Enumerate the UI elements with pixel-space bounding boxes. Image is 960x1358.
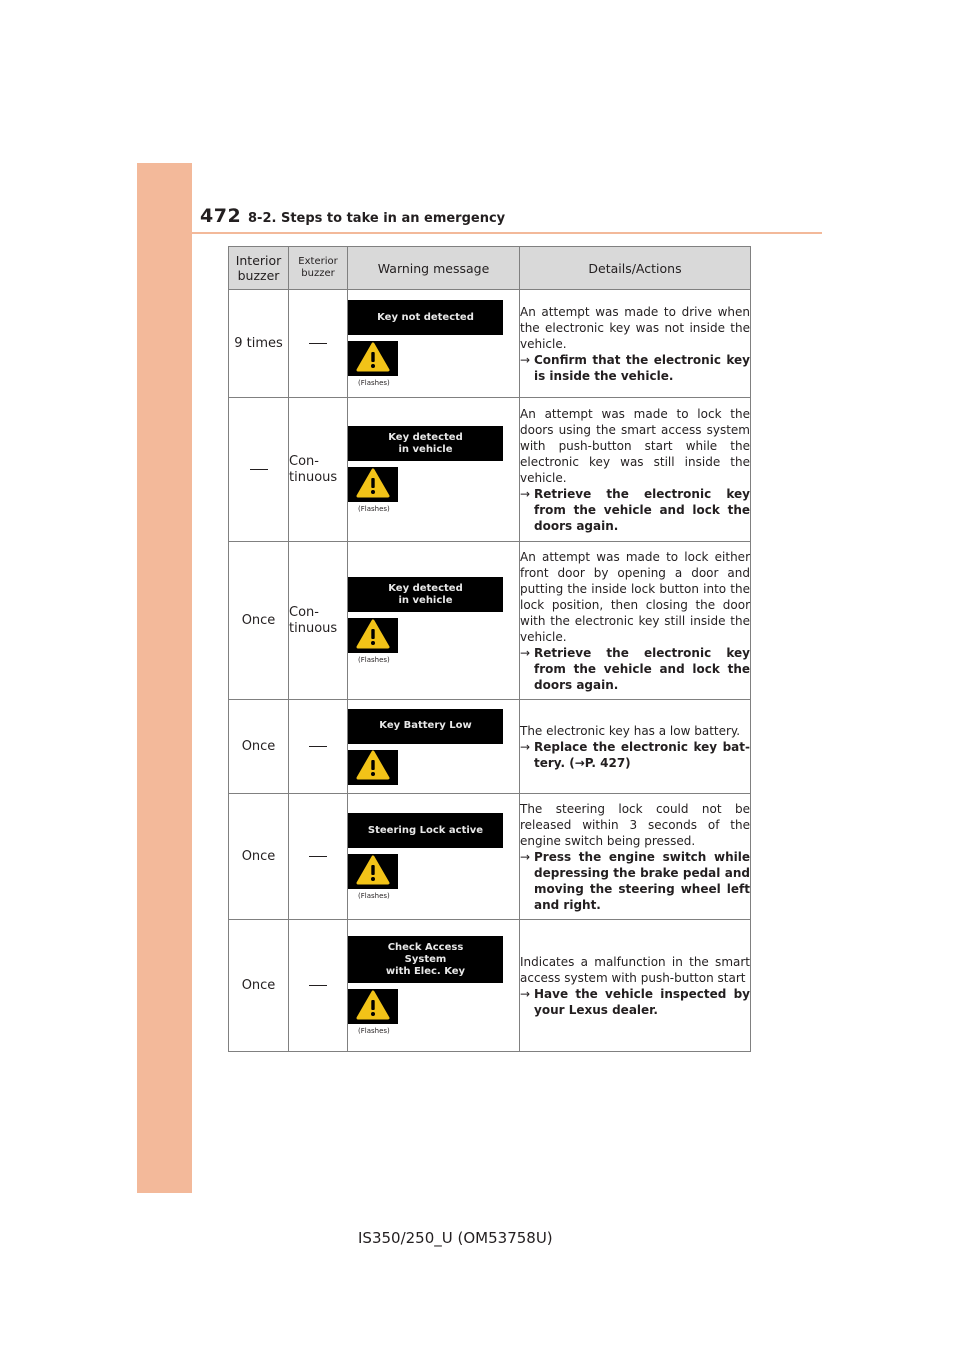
cell-exterior-buzzer: Con- tinuous xyxy=(289,398,348,542)
table-row xyxy=(229,794,751,920)
cell-details-actions xyxy=(520,920,751,1052)
flashes-label: (Flashes) xyxy=(358,505,390,513)
action-line xyxy=(520,849,750,913)
cell-interior-buzzer: Once xyxy=(229,920,289,1052)
display-message: Key detected in vehicle xyxy=(348,426,503,461)
dash-mark xyxy=(250,469,268,470)
cell-details-actions xyxy=(520,794,751,920)
cell-exterior-buzzer xyxy=(289,794,348,920)
warning-triangle-icon xyxy=(356,990,390,1024)
col-warning-message: Warning message xyxy=(348,247,520,290)
warning-table xyxy=(228,246,751,1052)
col-exterior-buzzer: Exterior buzzer xyxy=(289,247,348,290)
display-warning xyxy=(348,854,398,889)
action-text: Have the vehicle inspected by your Lexus dealer. xyxy=(534,986,750,1017)
action-line xyxy=(520,739,750,771)
action-line xyxy=(520,352,750,384)
warning-triangle-icon xyxy=(356,855,390,889)
warning-triangle-icon xyxy=(356,468,390,502)
arrow-icon: → xyxy=(520,645,531,660)
table-row xyxy=(229,290,751,398)
table-row xyxy=(229,398,751,542)
flashes-label: (Flashes) xyxy=(358,656,390,664)
cell-exterior-buzzer xyxy=(289,700,348,794)
dash-mark xyxy=(309,746,327,747)
arrow-icon: → xyxy=(520,986,531,1001)
cell-interior-buzzer: Once xyxy=(229,700,289,794)
cell-exterior-buzzer xyxy=(289,290,348,398)
display-warning xyxy=(348,341,398,376)
display-warning xyxy=(348,467,398,502)
cell-details-actions xyxy=(520,398,751,542)
flashes-label: (Flashes) xyxy=(358,379,390,387)
action-text: Confirm that the electronic key is inside the vehicle. xyxy=(534,352,750,383)
details-text: The steering lock could not be released within 3 seconds of the engine switch being pressed. xyxy=(520,801,750,848)
cell-details-actions xyxy=(520,290,751,398)
display-message: Key not detected xyxy=(348,300,503,335)
cell-details-actions xyxy=(520,542,751,700)
cell-exterior-buzzer xyxy=(289,920,348,1052)
cell-exterior-buzzer: Con- tinuous xyxy=(289,542,348,700)
cell-interior-buzzer xyxy=(229,398,289,542)
page-number: 472 xyxy=(200,205,242,227)
dash-mark xyxy=(309,343,327,344)
flashes-label: (Flashes) xyxy=(358,1027,390,1035)
table-header xyxy=(229,247,751,290)
cell-warning-message xyxy=(348,290,520,398)
header-rule xyxy=(192,232,822,234)
display-message: Key detected in vehicle xyxy=(348,577,503,612)
cell-interior-buzzer: Once xyxy=(229,794,289,920)
action-line xyxy=(520,986,750,1018)
table-row xyxy=(229,542,751,700)
warning-triangle-icon xyxy=(356,619,390,653)
action-text: Retrieve the electronic key from the vehicle and lock the doors again. xyxy=(534,645,750,692)
display-message: Steering Lock active xyxy=(348,813,503,848)
flashes-label: (Flashes) xyxy=(358,892,390,900)
arrow-icon: → xyxy=(520,739,531,754)
cell-warning-message xyxy=(348,398,520,542)
warning-triangle-icon xyxy=(356,750,390,784)
side-tab-band xyxy=(137,163,192,1193)
action-line xyxy=(520,486,750,534)
footer-model-code: IS350/250_U (OM53758U) xyxy=(358,1229,553,1247)
cell-details-actions xyxy=(520,700,751,794)
action-text: Retrieve the electronic key from the vehicle and lock the doors again. xyxy=(534,486,750,533)
action-line xyxy=(520,645,750,693)
display-message: Key Battery Low xyxy=(348,709,503,744)
cell-warning-message xyxy=(348,920,520,1052)
display-warning xyxy=(348,989,398,1024)
dash-mark xyxy=(309,985,327,986)
details-text: An attempt was made to drive when the electronic key was not inside the vehicle. xyxy=(520,304,750,351)
cell-warning-message xyxy=(348,794,520,920)
cell-interior-buzzer: Once xyxy=(229,542,289,700)
cell-warning-message xyxy=(348,700,520,794)
col-interior-buzzer: Interior buzzer xyxy=(229,247,289,290)
details-text: Indicates a malfunction in the smart access system with push-button start xyxy=(520,954,750,985)
cell-interior-buzzer: 9 times xyxy=(229,290,289,398)
arrow-icon: → xyxy=(520,486,531,501)
table-row xyxy=(229,920,751,1052)
col-details-actions: Details/Actions xyxy=(520,247,751,290)
details-text: An attempt was made to lock either front door by opening a door and putting the inside lock button into the lock position, then closing the door with the electronic key still inside the vehicle. xyxy=(520,549,750,644)
details-text: The electronic key has a low battery. xyxy=(520,723,741,738)
table-body xyxy=(229,290,751,1052)
arrow-icon: → xyxy=(520,849,531,864)
cell-warning-message xyxy=(348,542,520,700)
arrow-icon: → xyxy=(520,352,531,367)
dash-mark xyxy=(309,856,327,857)
table-row xyxy=(229,700,751,794)
section-title: 8-2. Steps to take in an emergency xyxy=(248,211,506,226)
display-warning xyxy=(348,750,398,785)
display-message: Check Access System with Elec. Key xyxy=(348,936,503,983)
details-text: An attempt was made to lock the doors using the smart access system with push-button start while the electronic key was still inside the vehicle. xyxy=(520,406,750,485)
display-warning xyxy=(348,618,398,653)
warning-triangle-icon xyxy=(356,342,390,376)
action-text: Press the engine switch while depressing the brake pedal and moving the steering wheel left and right. xyxy=(534,849,750,912)
action-text: Replace the electronic key bat-tery. (→P. 427) xyxy=(534,739,750,770)
